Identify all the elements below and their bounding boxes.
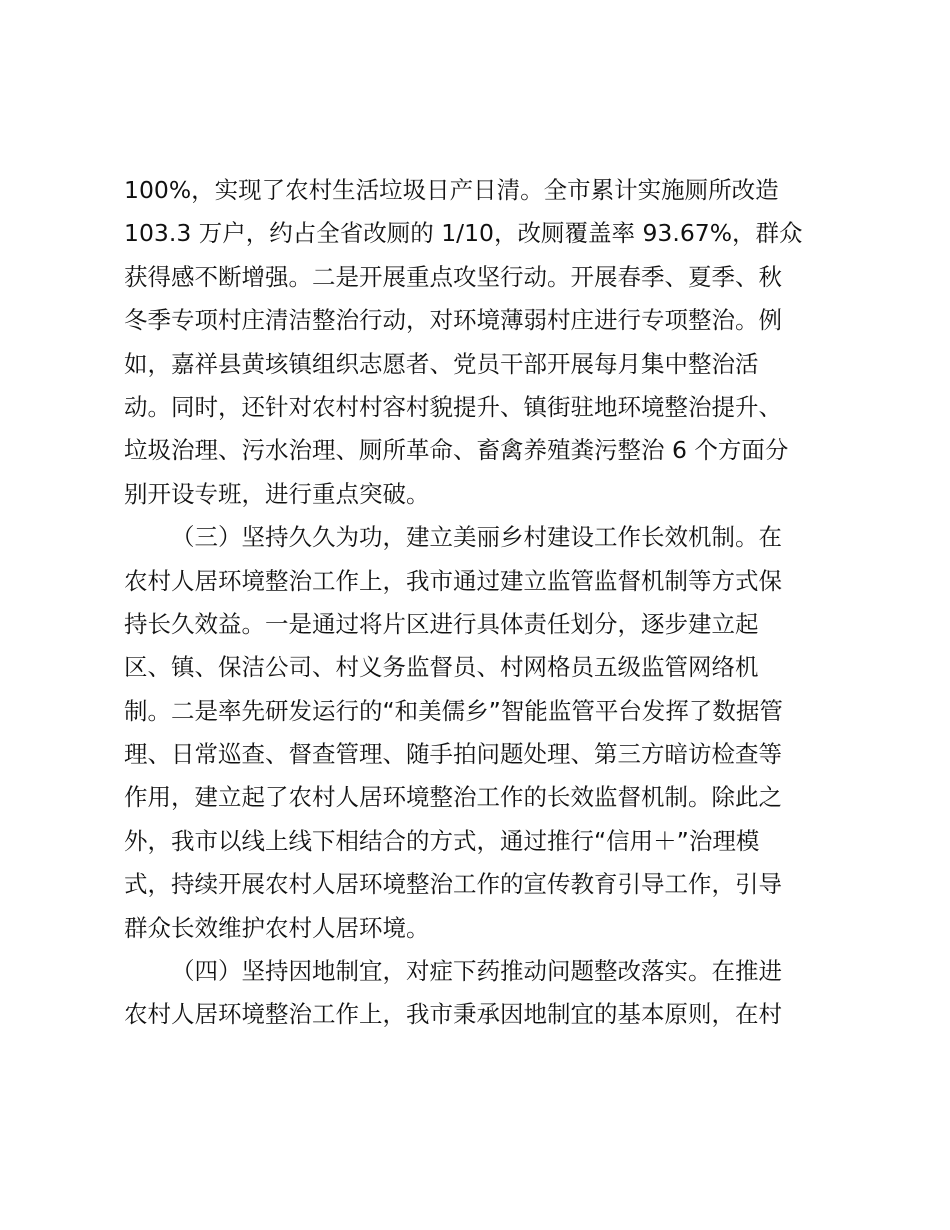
text-line: 如，嘉祥县黄垓镇组织志愿者、党员干部开展每月集中整治活 [124, 349, 759, 378]
text-line: 式，持续开展农村人居环境整治工作的宣传教育引导工作，引导 [124, 870, 782, 899]
document-body [124, 169, 834, 1037]
text-line: 作用，建立起了农村人居环境整治工作的长效监督机制。除此之 [124, 783, 782, 812]
text-line: 垃圾治理、污水治理、厕所革命、畜禽养殖粪污整治 6 个方面分 [124, 436, 789, 465]
text-line: 动。同时，还针对农村村容村貌提升、镇街驻地环境整治提升、 [124, 392, 782, 421]
text-line: 获得感不断增强。二是开展重点攻坚行动。开展春季、夏季、秋 [124, 262, 782, 291]
text-line: 区、镇、保洁公司、村义务监督员、村网格员五级监管网络机 [124, 653, 759, 682]
text-line: 外，我市以线上线下相结合的方式，通过推行“信用＋”治理模 [124, 826, 760, 855]
text-line: 持长久效益。一是通过将片区进行具体责任划分，逐步建立起 [124, 609, 759, 638]
section-heading-line: （三）坚持久久为功，建立美丽乡村建设工作长效机制。在 [171, 523, 782, 552]
section-heading-line: （四）坚持因地制宜，对症下药推动问题整改落实。在推进 [171, 957, 782, 986]
text-line: 别开设专班，进行重点突破。 [124, 479, 430, 508]
text-line: 群众长效维护农村人居环境。 [124, 913, 430, 942]
text-line: 农村人居环境整治工作上，我市通过建立监管监督机制等方式保 [124, 566, 782, 595]
text-line: 农村人居环境整治工作上，我市秉承因地制宜的基本原则，在村 [124, 1000, 782, 1029]
text-line: 制。二是率先研发运行的“和美儒乡”智能监管平台发挥了数据管 [124, 696, 783, 725]
text-line: 100%，实现了农村生活垃圾日产日清。全市累计实施厕所改造 [124, 176, 779, 204]
text-line: 103.3 万户，约占全省改厕的 1/10，改厕覆盖率 93.67%，群众 [124, 219, 803, 248]
text-line: 冬季专项村庄清洁整治行动，对环境薄弱村庄进行专项整治。例 [124, 306, 782, 335]
text-line: 理、日常巡查、督查管理、随手拍问题处理、第三方暗访检查等 [124, 740, 782, 769]
